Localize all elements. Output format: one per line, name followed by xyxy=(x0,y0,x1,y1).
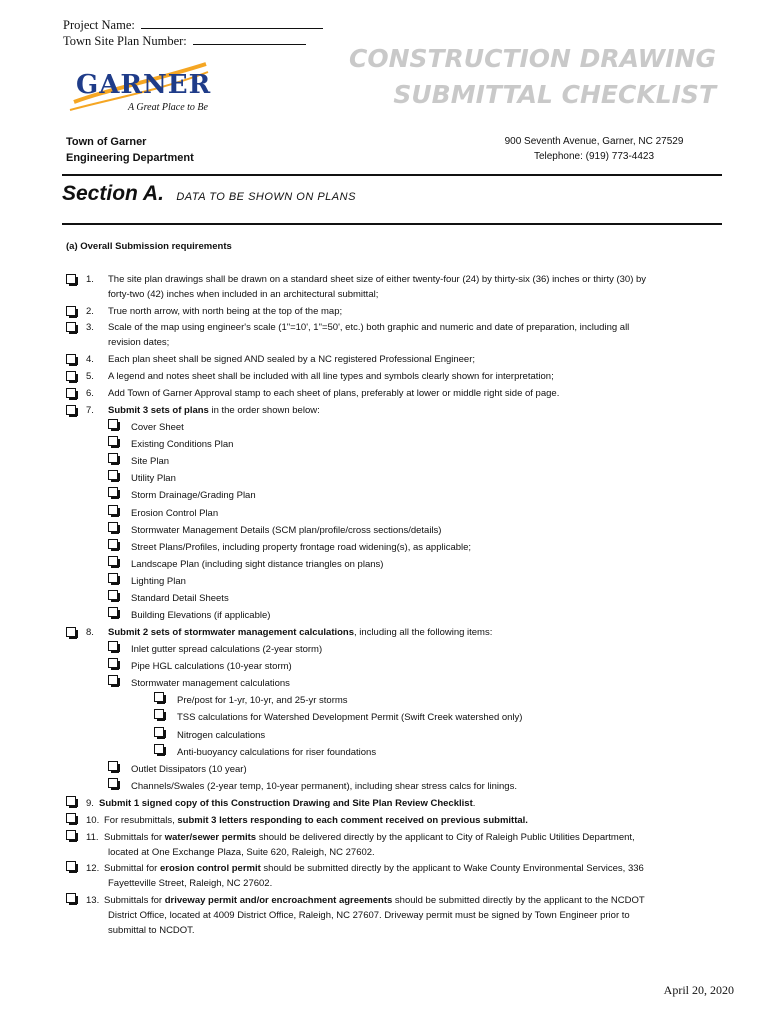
org-department: Engineering Department xyxy=(66,152,194,164)
checkbox-item-11[interactable] xyxy=(66,830,76,840)
sub-item-text: Pre/post for 1-yr, 10-yr, and 25-yr storms xyxy=(177,695,348,706)
sub-item-text: Anti-buoyancy calculations for riser foundations xyxy=(177,746,377,758)
item-text: The site plan drawings shall be drawn on a standard sheet size of either twenty-four (24) by thirty-six (36) inches or thirty (30) by xyxy=(108,274,647,285)
sub-item-checkbox[interactable] xyxy=(154,692,164,702)
item-number: 5. xyxy=(86,371,94,382)
sub-item-text: Landscape Plan (including sight distance triangles on plans) xyxy=(131,558,384,570)
checkbox-item-5[interactable] xyxy=(66,371,76,381)
item-text: District Office, located at 4009 District Office, Raleigh, NC 27607. Driveway permit must be signed by Town Engineer prior to xyxy=(108,910,630,921)
sub-item-checkbox[interactable] xyxy=(108,778,118,788)
checkbox-item-2[interactable] xyxy=(66,306,76,316)
sub-item-checkbox[interactable] xyxy=(108,436,118,446)
item-text-rest: in the order shown below: xyxy=(208,405,320,416)
doc-title-line1: CONSTRUCTION DRAWING xyxy=(348,44,716,73)
item-text: Add Town of Garner Approval stamp to each sheet of plans, preferably at lower or middle right side of page. xyxy=(108,388,560,399)
sub-item-checkbox[interactable] xyxy=(108,761,118,771)
sub-item-checkbox[interactable] xyxy=(108,522,118,532)
telephone-line: Telephone: (919) 773-4423 xyxy=(533,151,655,162)
sub-item-checkbox[interactable] xyxy=(154,709,164,719)
item-number: 7. xyxy=(86,405,94,416)
item-text xyxy=(108,403,320,418)
sub-item-checkbox[interactable] xyxy=(154,744,164,754)
item-text: Scale of the map using engineer's scale (1"=10', 1"=50', etc.) both graphic and numeric and date of preparation, including all xyxy=(108,322,630,333)
sub-item-checkbox[interactable] xyxy=(108,607,118,617)
item-text xyxy=(108,625,492,640)
sub-item-text: Street Plans/Profiles, including property frontage road widening(s), as applicable; xyxy=(131,541,472,553)
item-emphasis: submit 3 letters responding to each comment received on previous submittal. xyxy=(177,815,528,826)
item-emphasis: Submit 1 signed copy of this Construction Drawing and Site Plan Review Checklist xyxy=(99,798,473,809)
site-plan-blank xyxy=(193,44,306,45)
address-block xyxy=(479,134,709,164)
item-text-pre: Submittals for xyxy=(104,832,165,843)
item-text: True north arrow, with north being at the top of the map; xyxy=(108,306,343,317)
item-text-rest: should be delivered directly by the applicant to City of Raleigh Public Utilities Department, xyxy=(256,832,635,843)
item-number: 13. xyxy=(86,895,100,906)
checkbox-item-13[interactable] xyxy=(66,893,76,903)
checkbox-item-8[interactable] xyxy=(66,627,76,637)
item-number: 6. xyxy=(86,388,94,399)
checklist-item-1 xyxy=(66,272,726,304)
sub-item-text: Cover Sheet xyxy=(131,422,184,433)
checkbox-item-3[interactable] xyxy=(66,322,76,332)
item-emphasis: Submit 3 sets of plans xyxy=(108,405,209,416)
item-text-rest: should be submitted directly by the applicant to Wake County Environmental Services, 336 xyxy=(260,863,644,874)
sub-item-text: Storm Drainage/Grading Plan xyxy=(131,490,256,502)
item-text-rest: , including all the following items: xyxy=(354,627,493,638)
sub-item-checkbox[interactable] xyxy=(108,573,118,583)
item-text xyxy=(104,830,635,845)
sub-item-checkbox[interactable] xyxy=(108,487,118,497)
item-text xyxy=(104,861,644,876)
item-emphasis: Submit 2 sets of stormwater management calculations xyxy=(108,627,355,638)
sub-item-text: Utility Plan xyxy=(131,473,176,485)
sub-item-checkbox[interactable] xyxy=(108,556,118,566)
item-number: 1. xyxy=(86,274,94,285)
revision-date: April 20, 2020 xyxy=(663,983,734,997)
item-text: submittal to NCDOT. xyxy=(108,925,195,936)
logo-tagline: A Great Place to Be xyxy=(128,102,208,113)
section-divider xyxy=(62,223,722,225)
org-block xyxy=(66,134,194,166)
checkbox-item-12[interactable] xyxy=(66,861,76,871)
section-subtitle: DATA TO BE SHOWN ON PLANS xyxy=(176,191,356,203)
project-name-blank xyxy=(141,28,323,29)
sub-item-checkbox[interactable] xyxy=(108,590,118,600)
item-number: 12. xyxy=(86,863,100,874)
sub-item-text: Lighting Plan xyxy=(131,575,186,587)
site-plan-label: Town Site Plan Number: xyxy=(63,34,187,48)
sub-item-checkbox[interactable] xyxy=(108,505,118,515)
sub-item-checkbox[interactable] xyxy=(108,470,118,480)
org-name: Town of Garner xyxy=(66,136,147,148)
sub-item-text: Outlet Dissipators (10 year) xyxy=(131,764,247,775)
item-number: 4. xyxy=(86,354,94,365)
item-number: 9. xyxy=(86,798,94,809)
item-text: forty-two (42) inches when included in an architectural submittal; xyxy=(108,289,379,300)
logo-wordmark: GARNER xyxy=(76,70,212,100)
item-text-pre: Submittal for xyxy=(104,863,160,874)
item-text xyxy=(104,893,645,908)
doc-title-line2: SUBMITTAL CHECKLIST xyxy=(393,80,716,109)
sub-item-checkbox[interactable] xyxy=(108,641,118,651)
sub-item-text: Existing Conditions Plan xyxy=(131,439,234,451)
sub-item-text: Building Elevations (if applicable) xyxy=(131,610,271,622)
item-emphasis: erosion control permit xyxy=(159,863,261,874)
sub-item-text: Pipe HGL calculations (10-year storm) xyxy=(131,661,292,672)
project-name-field xyxy=(63,18,323,33)
item-text-rest: . xyxy=(472,798,476,809)
sub-item-checkbox[interactable] xyxy=(108,658,118,668)
section-title: Section A. xyxy=(62,182,164,205)
item-number: 11. xyxy=(86,832,99,843)
garner-logo xyxy=(66,60,216,122)
item-number: 3. xyxy=(86,322,94,333)
sub-item-text: Channels/Swales (2-year temp, 10-year permanent), including shear stress calcs for linings. xyxy=(131,781,517,792)
item-text-pre: Submittals for xyxy=(104,895,165,906)
sub-item-checkbox[interactable] xyxy=(108,453,118,463)
checkbox-item-9[interactable] xyxy=(66,796,76,806)
item-emphasis: driveway permit and/or encroachment agreements xyxy=(164,895,393,906)
sub-item-checkbox[interactable] xyxy=(108,675,118,685)
item-number: 8. xyxy=(86,627,94,638)
header-divider xyxy=(62,174,722,176)
sub-item-text: Site Plan xyxy=(131,456,170,468)
checkbox-item-1[interactable] xyxy=(66,274,76,284)
checkbox-item-10[interactable] xyxy=(66,813,76,823)
item-text: located at One Exchange Plaza, Suite 620, Raleigh, NC 27602. xyxy=(108,847,375,858)
checkbox-item-4[interactable] xyxy=(66,354,76,364)
project-name-label: Project Name: xyxy=(63,18,135,32)
address-line: 900 Seventh Avenue, Garner, NC 27529 xyxy=(504,136,684,147)
checkbox-item-6[interactable] xyxy=(66,388,76,398)
checkbox-item-7[interactable] xyxy=(66,405,76,415)
item-text-rest: should be submitted directly by the applicant to the NCDOT xyxy=(392,895,645,906)
sub-item-text: Standard Detail Sheets xyxy=(131,593,229,604)
sub-item-text: Stormwater management calculations xyxy=(131,678,290,689)
item-text: Each plan sheet shall be signed AND sealed by a NC registered Professional Engineer; xyxy=(108,354,476,365)
item-text: revision dates; xyxy=(108,337,170,348)
item-emphasis: water/sewer permits xyxy=(164,832,257,843)
site-plan-field xyxy=(63,34,306,49)
item-number: 10. xyxy=(86,815,100,826)
item-text: A legend and notes sheet shall be included with all line types and symbols clearly shown for interpretation; xyxy=(108,371,554,382)
sub-item-text: Nitrogen calculations xyxy=(177,729,266,741)
item-text xyxy=(99,796,475,811)
sub-item-text: TSS calculations for Watershed Development Permit (Swift Creek watershed only) xyxy=(177,712,523,724)
item-number: 2. xyxy=(86,306,94,317)
sub-item-text: Stormwater Management Details (SCM plan/profile/cross sections/details) xyxy=(131,524,442,536)
sub-item-text: Erosion Control Plan xyxy=(131,507,219,519)
sub-item-text: Inlet gutter spread calculations (2-year storm) xyxy=(131,644,323,655)
sub-item-checkbox[interactable] xyxy=(108,419,118,429)
item-text-pre: For resubmittals, xyxy=(104,815,178,826)
section-heading xyxy=(62,182,356,206)
sub-item-checkbox[interactable] xyxy=(154,727,164,737)
sub-item-checkbox[interactable] xyxy=(108,539,118,549)
item-text xyxy=(104,813,528,828)
item-text: Fayetteville Street, Raleigh, NC 27602. xyxy=(108,878,273,889)
subsection-heading: (a) Overall Submission requirements xyxy=(66,241,232,252)
